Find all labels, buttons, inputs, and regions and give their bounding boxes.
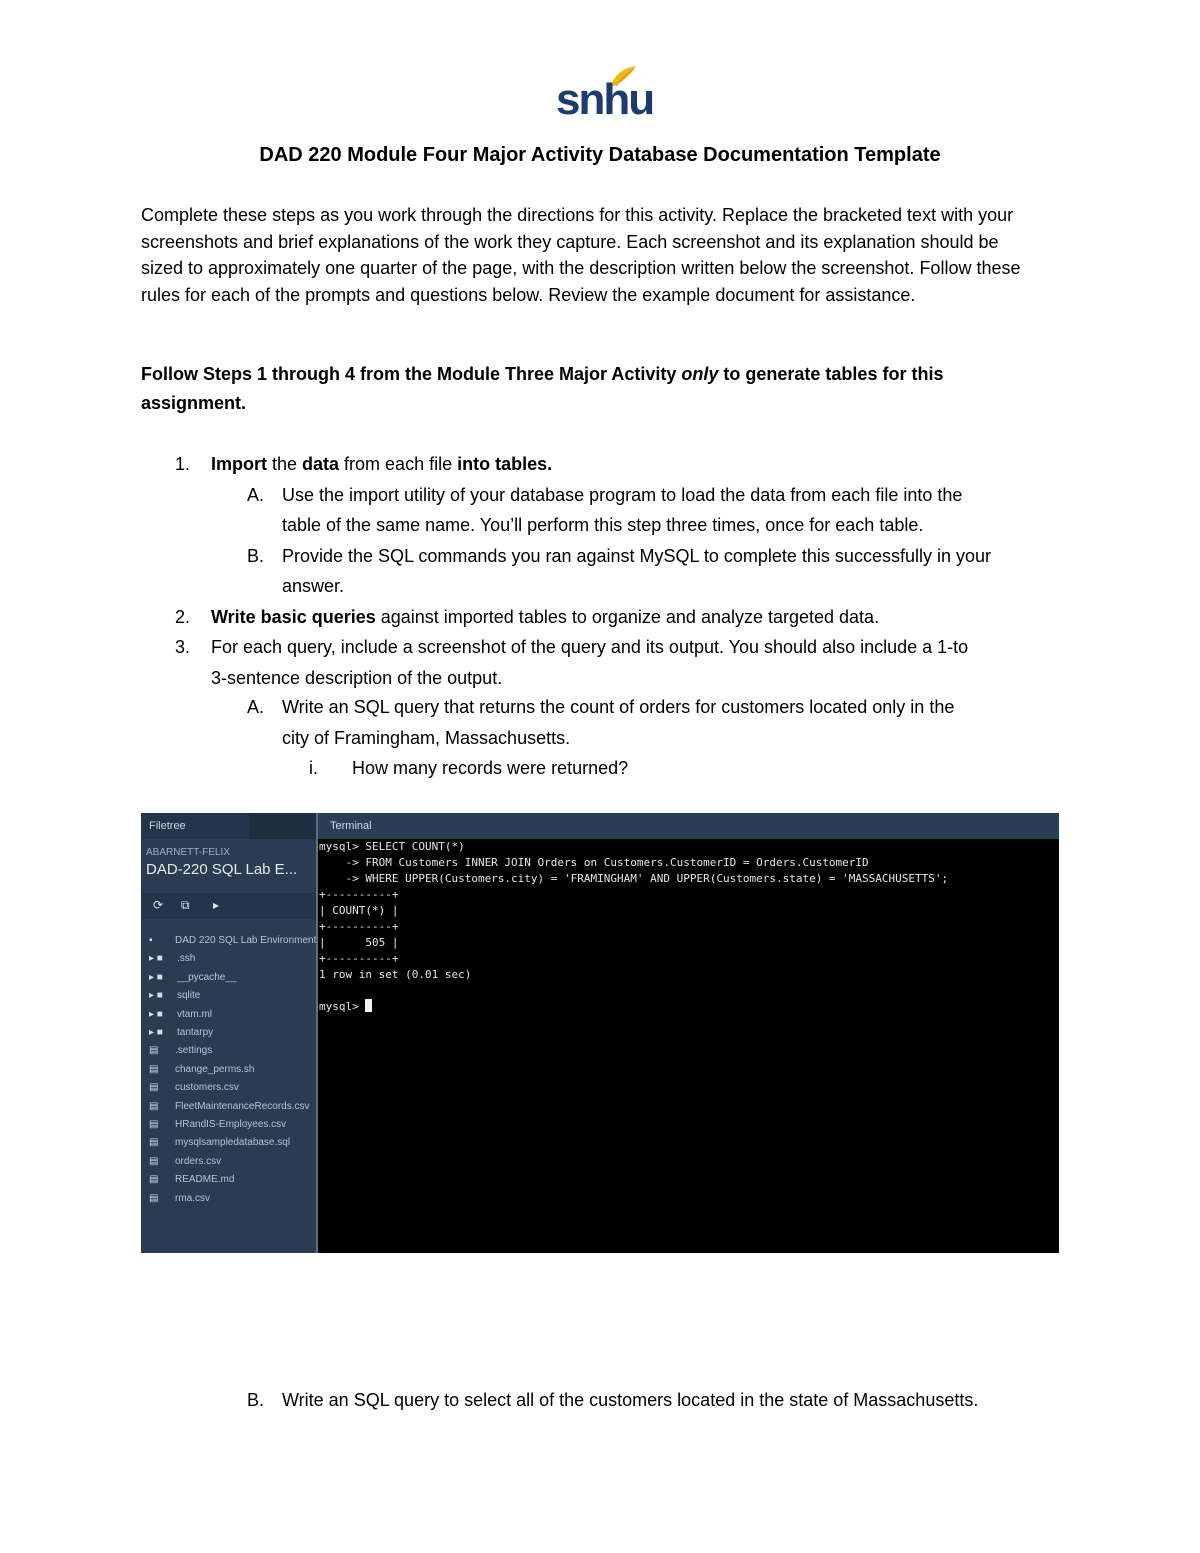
tree-item-label: sqlite — [177, 990, 201, 1002]
tree-item[interactable] — [149, 1119, 286, 1130]
list-marker-3b: B. — [247, 1390, 265, 1410]
play-icon: ▸ — [213, 898, 220, 912]
list-item-3a-line2: city of Framingham, Massachusetts. — [282, 728, 571, 748]
list-item-3b: Write an SQL query to select all of the customers located in the state of Massachusetts. — [282, 1390, 979, 1410]
tree-item[interactable] — [149, 1064, 255, 1075]
tree-item[interactable] — [149, 1156, 221, 1167]
tree-item-label: mysqlsampledatabase.sql — [175, 1137, 291, 1149]
file-icon: ▤ — [149, 1045, 159, 1057]
list-marker-3a-i: i. — [309, 758, 318, 778]
tree-item-label: rma.csv — [175, 1192, 210, 1204]
tree-item-label: customers.csv — [175, 1082, 239, 1094]
file-icon: ▤ — [149, 1082, 159, 1094]
tree-item-label: FleetMaintenanceRecords.csv — [175, 1100, 310, 1112]
folder-icon: ▸ ■ — [149, 1008, 163, 1020]
list-marker-1a: A. — [247, 485, 265, 505]
list-number-3: 3. — [175, 637, 191, 657]
tree-item[interactable] — [149, 1009, 212, 1020]
tree-item-label: change_perms.sh — [175, 1063, 255, 1075]
file-icon: ▤ — [149, 1100, 159, 1112]
terminal-line: -> FROM Customers INNER JOIN Orders on Customers.CustomerID = Orders.CustomerID — [319, 856, 869, 869]
tree-item-label: __pycache__ — [177, 971, 237, 983]
refresh-icon: ⟳ — [153, 898, 164, 912]
tree-item-label: tantarpy — [177, 1027, 214, 1038]
tree-item[interactable] — [149, 953, 195, 964]
list-number-1: 1. — [175, 454, 191, 474]
folder-icon: ▸ ■ — [149, 953, 163, 965]
tree-item-label: vtam.ml — [177, 1008, 212, 1020]
follow-steps-instruction: Follow Steps 1 through 4 from the Module Three Major Activity only to generate tables for this assignment. — [141, 364, 944, 413]
panel-divider — [316, 813, 318, 1253]
lock-icon: ▪ — [149, 935, 153, 946]
file-icon: ▤ — [149, 1192, 159, 1204]
list-marker-1b: B. — [247, 546, 265, 566]
file-icon: ▤ — [149, 1119, 159, 1130]
tree-item[interactable] — [149, 1137, 290, 1148]
file-icon: ▤ — [149, 1137, 159, 1149]
list-item-1: Import the data from each file into tables. — [211, 454, 553, 474]
terminal-line: | 505 | — [319, 936, 399, 949]
document-title: DAD 220 Module Four Major Activity Database Documentation Template — [259, 144, 941, 166]
tree-item-label: orders.csv — [175, 1155, 222, 1167]
tree-item[interactable] — [149, 1174, 234, 1185]
filetree-panel — [141, 813, 316, 1253]
folder-icon: ▸ ■ — [149, 990, 163, 1002]
tree-item-label: README.md — [175, 1174, 235, 1186]
terminal-line: mysql> SELECT COUNT(*) — [319, 840, 465, 853]
tree-item[interactable] — [149, 935, 316, 946]
tree-item[interactable] — [149, 990, 200, 1001]
tree-item[interactable] — [149, 1045, 212, 1056]
list-item-3-line2: 3-sentence description of the output. — [211, 668, 503, 688]
terminal-line: -> WHERE UPPER(Customers.city) = 'FRAMINGHAM' AND UPPER(Customers.state) = 'MASSACHUSETTS'; — [319, 872, 949, 885]
terminal-line: | COUNT(*) | — [319, 904, 399, 917]
list-item-3a-line1: Write an SQL query that returns the count of orders for customers located only in the — [282, 697, 955, 717]
tree-item[interactable] — [149, 1193, 210, 1204]
list-item-2: Write basic queries against imported tables to organize and analyze targeted data. — [211, 607, 880, 627]
tree-item[interactable] — [149, 972, 237, 983]
list-item-1b-line2: answer. — [282, 576, 345, 596]
terminal-output — [319, 839, 1057, 1253]
terminal-line: 1 row in set (0.01 sec) — [319, 968, 472, 981]
tree-item-label: .settings — [175, 1045, 213, 1057]
terminal-line: +----------+ — [319, 920, 399, 933]
tree-item-label: HRandIS-Employees.csv — [175, 1119, 287, 1130]
terminal-header — [318, 813, 1059, 839]
tree-item[interactable] — [149, 1082, 239, 1093]
file-icon: ▤ — [149, 1063, 159, 1075]
list-item-1a-line2: table of the same name. You’ll perform this step three times, once for each table. — [282, 515, 924, 535]
list-item-1b-line1: Provide the SQL commands you ran against MySQL to complete this successfully in your — [282, 546, 991, 566]
terminal-tab: Terminal — [318, 813, 1059, 839]
list-item-3-line1: For each query, include a screenshot of the query and its output. You should also include a 1-to — [211, 637, 969, 657]
project-name: DAD-220 SQL Lab E... — [146, 861, 298, 878]
filetree-tab: Filetree — [141, 813, 249, 839]
list-number-2: 2. — [175, 607, 191, 627]
folder-icon: ▸ ■ — [149, 1027, 163, 1038]
file-icon: ▤ — [149, 1174, 159, 1186]
list-marker-3a: A. — [247, 697, 265, 717]
folder-icon: ▸ ■ — [149, 971, 163, 983]
terminal-line: mysql> — [319, 999, 372, 1015]
intro-paragraph: Complete these steps as you work through the directions for this activity. Replace the bracketed text with your screenshots and brief explanations of the work they capture. Each screenshot and its explanation should be sized to approximately one quarter of the page, with the description written below the screenshot. Follow these rules for each of the prompts and questions below. Review the example document for assistance. — [141, 205, 1021, 305]
terminal-screenshot — [141, 813, 1059, 1253]
filetree-header — [141, 813, 316, 839]
tree-item-label: DAD 220 SQL Lab Environment — [175, 935, 317, 946]
snhu-logo — [556, 64, 654, 126]
filetree-toolbar — [141, 893, 316, 919]
list-item-3a-i: How many records were returned? — [352, 758, 629, 778]
file-icon: ▤ — [149, 1155, 159, 1167]
terminal-cursor — [365, 999, 372, 1012]
window-icon: ⧉ — [181, 898, 190, 912]
terminal-line: +----------+ — [319, 952, 399, 965]
terminal-line: +----------+ — [319, 888, 399, 901]
username: ABARNETT-FELIX — [146, 847, 230, 858]
tree-item[interactable] — [149, 1101, 310, 1112]
tree-item-label: .ssh — [177, 953, 196, 965]
tree-item[interactable] — [149, 1027, 213, 1038]
list-item-1a-line1: Use the import utility of your database program to load the data from each file into the — [282, 485, 963, 505]
logo-text: snhu — [556, 75, 654, 124]
